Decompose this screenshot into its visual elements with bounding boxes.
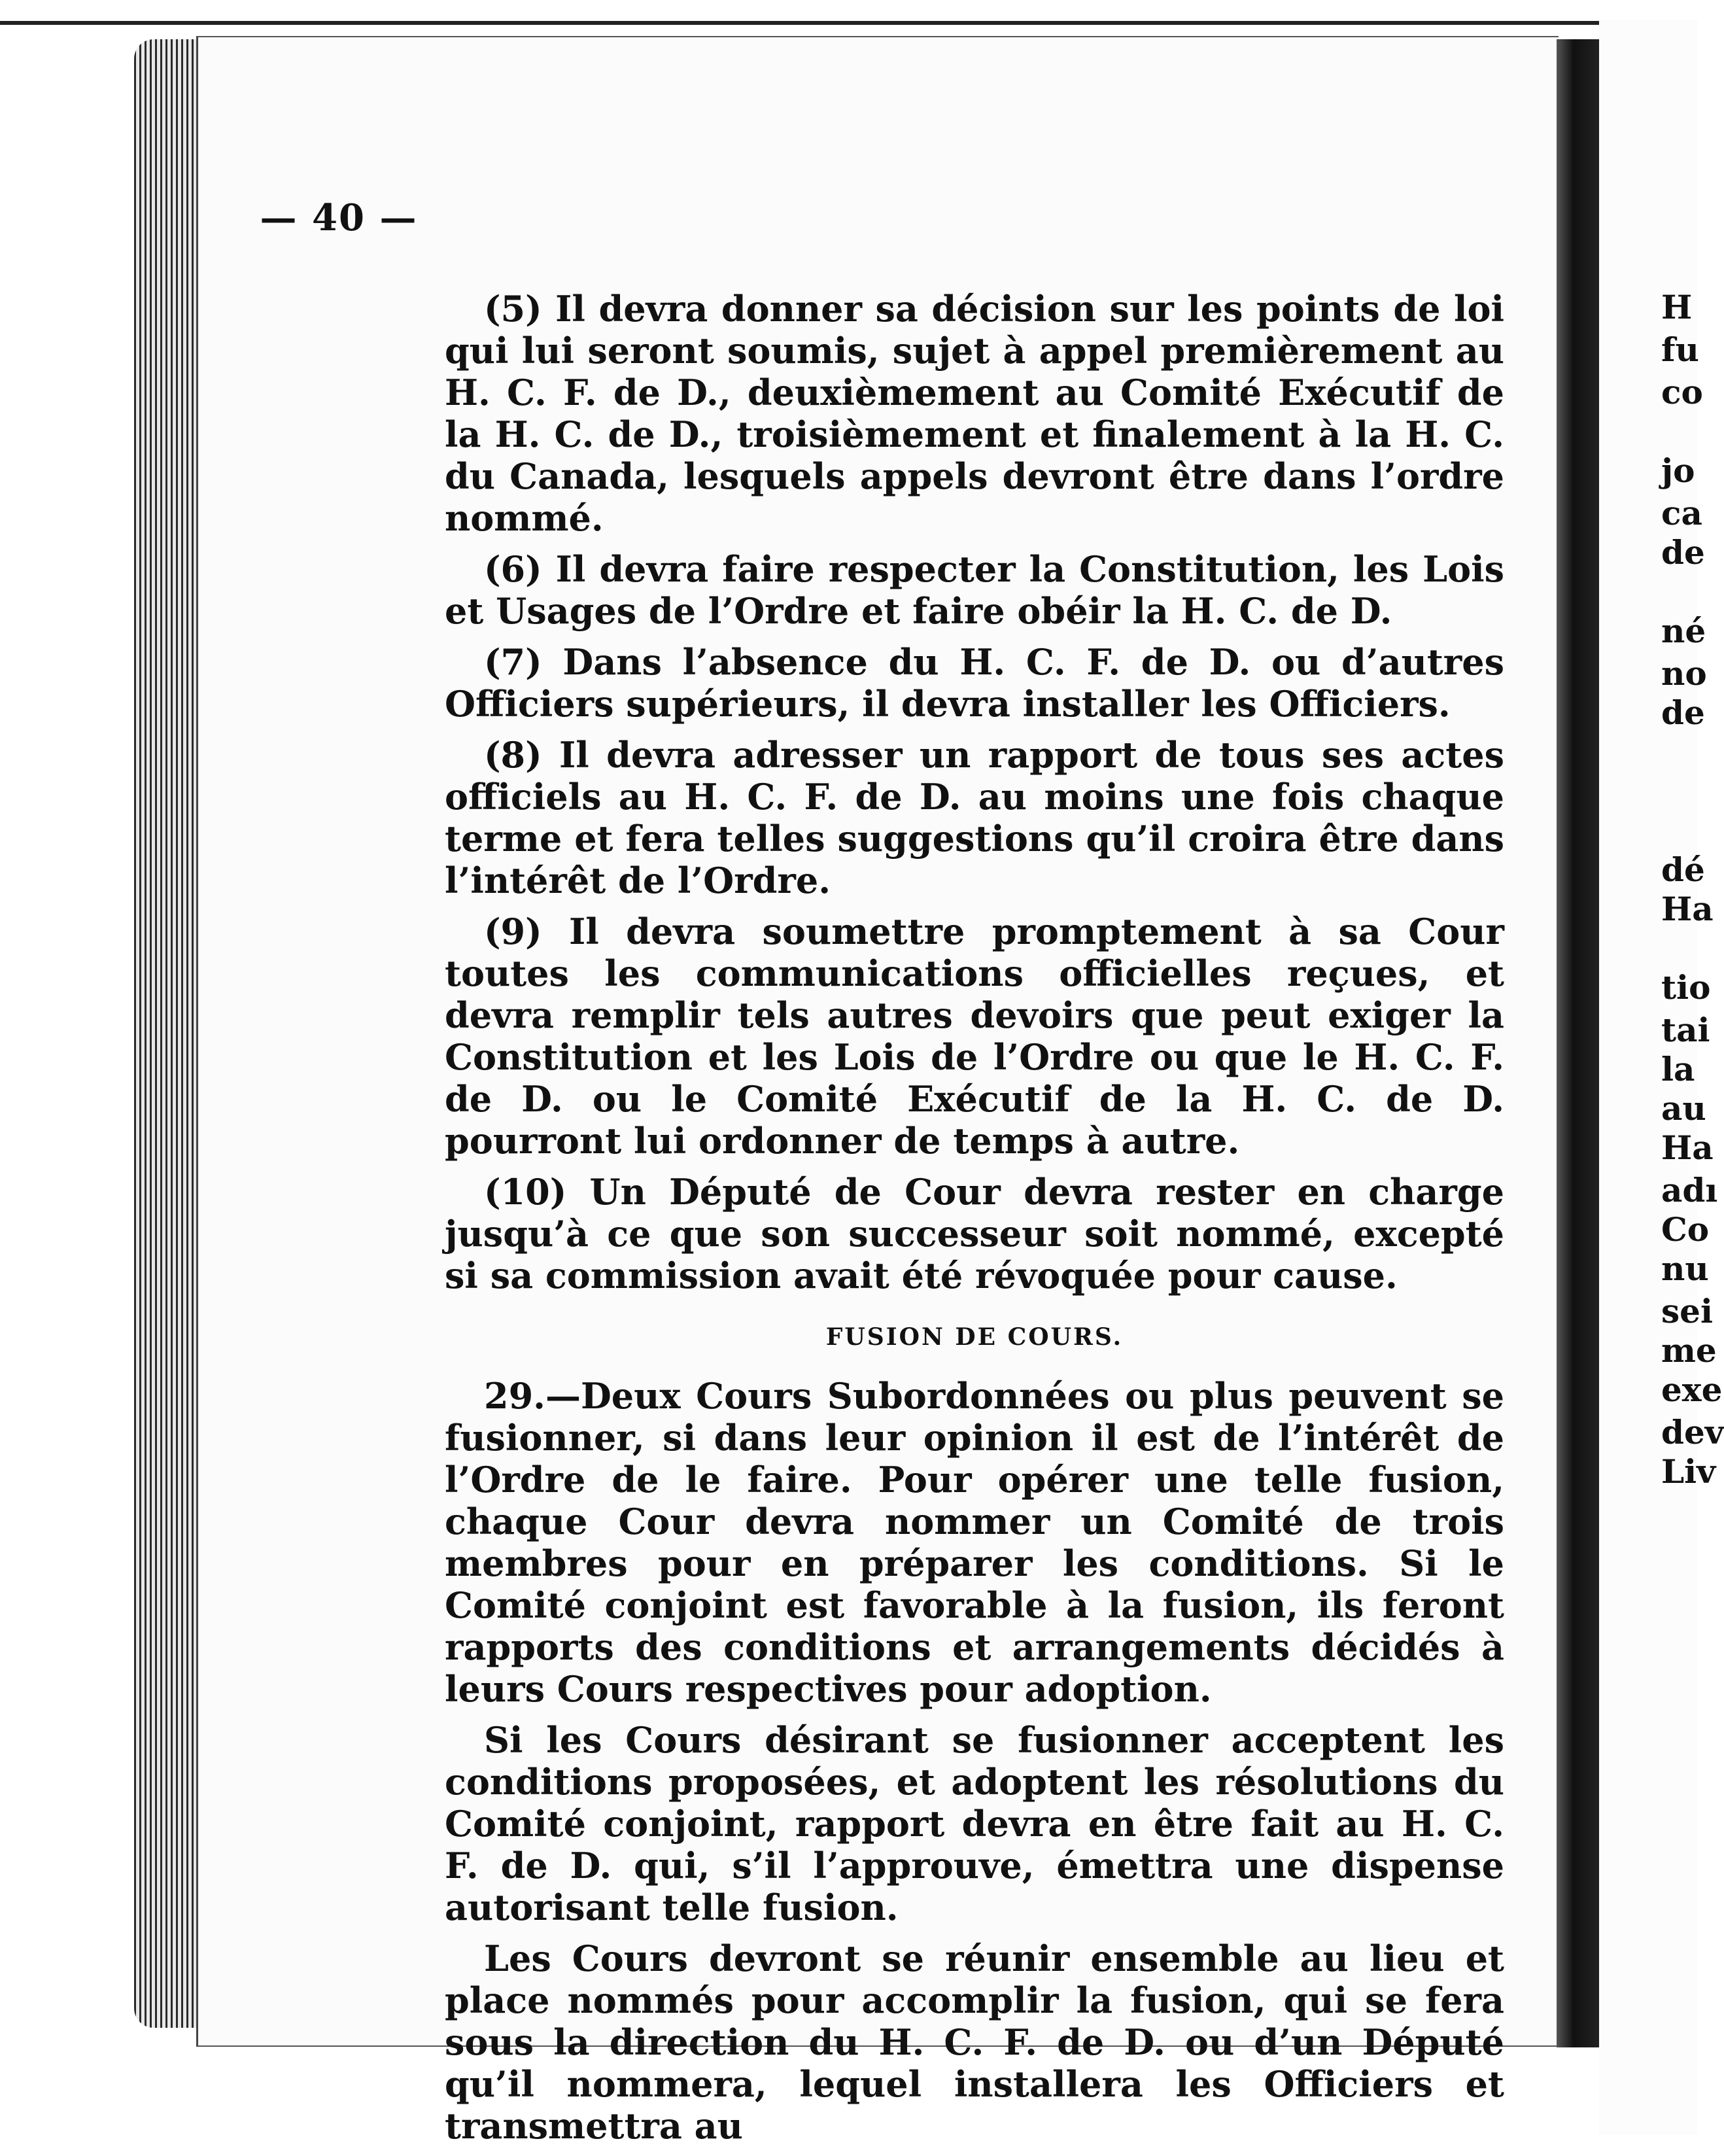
- right-page-fragment: de: [1661, 693, 1705, 732]
- right-page-fragment: né: [1661, 612, 1706, 650]
- paragraph-9: (9) Il devra soumettre promptement à sa Cour toutes les communications officielles reçues, et devra remplir tels autres devoirs que peut exiger la Constitution et les Lois de l’Ordre ou que le H. C. F. de D. ou le Comité Exécutif de la H. C. de D. pourront lui ordonner de temps à autre.: [445, 911, 1504, 1162]
- scan-top-border: [0, 21, 1698, 25]
- section-paragraph-2: Si les Cours désirant se fusionner acceptent les conditions proposées, et adoptent les résolutions du Comité conjoint, rapport devra en être fait au H. C. F. de D. qui, s’il l’approuve, émettra une dispense autorisant telle fusion.: [445, 1719, 1504, 1928]
- right-page-fragment: dé: [1661, 850, 1705, 889]
- paragraph-7: (7) Dans l’absence du H. C. F. de D. ou d’autres Officiers supérieurs, il devra installer les Officiers.: [445, 641, 1504, 725]
- right-page-fragment: sei: [1661, 1292, 1713, 1330]
- right-page-fragment: tio: [1661, 968, 1711, 1007]
- right-page-fragment: de: [1661, 533, 1705, 572]
- paragraph-5: (5) Il devra donner sa décision sur les points de loi qui lui seront soumis, sujet à appel premièrement au H. C. F. de D., deuxièmement au Comité Exécutif de la H. C. de D., troisièmement et finalement à la H. C. du Canada, lesquels appels devront être dans l’ordre nommé.: [445, 288, 1504, 539]
- paragraph-6: (6) Il devra faire respecter la Constitution, les Lois et Usages de l’Ordre et faire obéir la H. C. de D.: [445, 548, 1504, 632]
- right-page-fragment: jo: [1661, 451, 1695, 490]
- paragraph-10: (10) Un Député de Cour devra rester en charge jusqu’à ce que son successeur soit nommé, excepté si sa commission avait été révoquée pour cause.: [445, 1171, 1504, 1296]
- page-text: [445, 288, 1504, 2156]
- section-paragraph-3: Les Cours devront se réunir ensemble au lieu et place nommés pour accomplir la fusion, qui se fera sous la direction du H. C. F. de D. ou d’un Député qu’il nommera, lequel installera les Officiers et transmettra au: [445, 1938, 1504, 2147]
- right-page-fragment: nu: [1661, 1249, 1709, 1288]
- right-page-fragment: H: [1661, 288, 1693, 326]
- right-page-fragment: Ha: [1661, 890, 1714, 928]
- right-page-fragment: tai: [1661, 1011, 1710, 1049]
- right-page-fragment: fu: [1661, 330, 1699, 369]
- right-page-fragment: dev: [1661, 1413, 1724, 1452]
- section-heading: FUSION DE COURS.: [825, 1323, 1124, 1351]
- right-page-fragment: Liv: [1661, 1452, 1716, 1491]
- book-gutter: [1557, 39, 1599, 2047]
- page-number: — 40 —: [260, 196, 418, 239]
- section-paragraph-29: 29.—Deux Cours Subordonnées ou plus peuvent se fusionner, si dans leur opinion il est de l’intérêt de l’Ordre de le faire. Pour opérer une telle fusion, chaque Cour devra nommer un Comité de trois membres pour en préparer les conditions. Si le Comité conjoint est favorable à la fusion, ils feront rapports des conditions et arrangements décidés à leurs Cours respectives pour adoption.: [445, 1375, 1504, 1710]
- right-page-fragment: ca: [1661, 494, 1702, 532]
- right-page-fragment: co: [1661, 373, 1703, 411]
- right-page-fragment: au: [1661, 1089, 1706, 1128]
- right-page-fragment: Ha: [1661, 1128, 1714, 1167]
- right-page-fragment: Co: [1661, 1210, 1710, 1249]
- right-page-fragment: la: [1661, 1050, 1695, 1088]
- paragraph-8: (8) Il devra adresser un rapport de tous ses actes officiels au H. C. F. de D. au moins une fois chaque terme et fera telles suggestions qu’il croira être dans l’intérêt de l’Ordre.: [445, 734, 1504, 901]
- right-page-fragment: exe: [1661, 1370, 1723, 1409]
- right-page-fragment: no: [1661, 654, 1707, 693]
- right-page-fragment: me: [1661, 1331, 1717, 1370]
- right-page-fragment: adı: [1661, 1171, 1718, 1209]
